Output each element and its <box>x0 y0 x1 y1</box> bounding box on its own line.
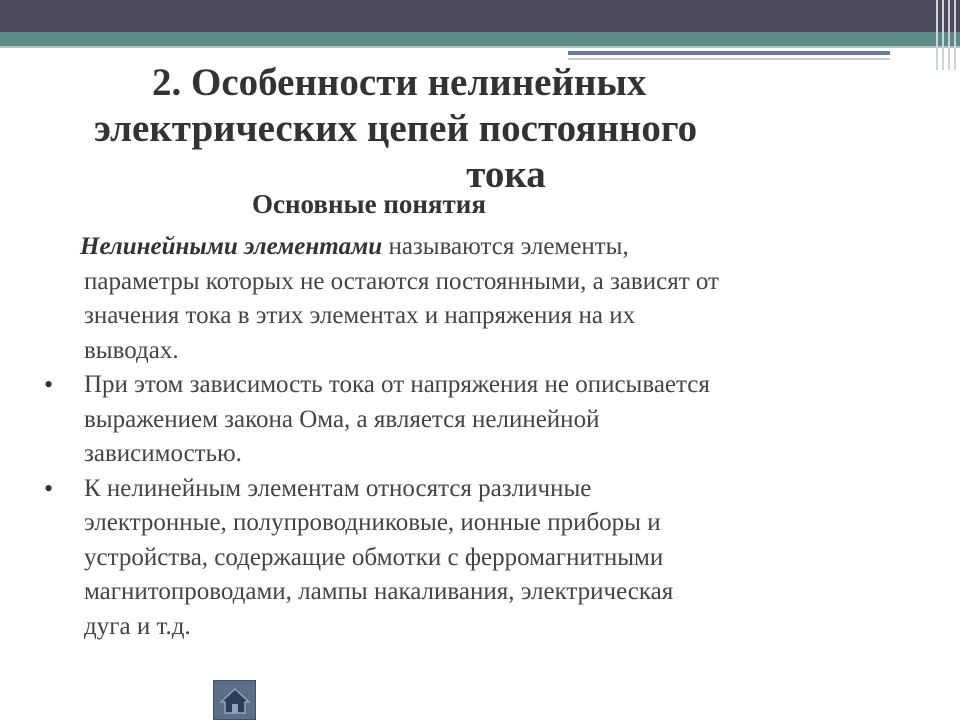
teal-thin-line <box>0 46 960 48</box>
home-icon <box>219 685 251 717</box>
teal-band <box>0 32 960 46</box>
bullet-icon: • <box>44 473 54 503</box>
bullet-item-2 <box>40 472 920 645</box>
title-line-1: 2. Особенности нелинейных <box>152 61 647 104</box>
home-button[interactable] <box>213 680 256 720</box>
slide-subtitle: Основные понятия <box>252 189 486 219</box>
slide-content <box>40 230 920 644</box>
intro-paragraph <box>40 230 920 368</box>
bullet-1-line-3: зависимостью. <box>84 440 242 467</box>
intro-line-3: значения тока в этих элементах и напряжения на их <box>84 302 636 329</box>
title-line-2: электрических цепей постоянного <box>94 107 698 150</box>
top-bar <box>0 0 960 32</box>
intro-line-1-rest: называются элементы, <box>382 233 629 260</box>
intro-lead-term: Нелинейными элементами <box>80 233 383 260</box>
bullet-1-line-2: выражением закона Ома, а является нелинейной <box>84 405 600 433</box>
bullet-icon: • <box>44 370 54 399</box>
bullet-1-line-1: При этом зависимость тока от напряжения не описывается <box>84 371 710 398</box>
bullet-2-line-2: электронные, полупроводниковые, ионные приборы и <box>84 509 661 536</box>
bullet-2-line-5: дуга и т.д. <box>84 612 191 640</box>
bullet-2-line-1: К нелинейным элементам относятся различные <box>84 474 592 502</box>
bullet-2-line-3: устройства, содержащие обмотки с ферромагнитными <box>84 543 664 571</box>
intro-line-4: выводах. <box>84 336 179 364</box>
bullet-item-1 <box>40 368 920 472</box>
accent-line <box>568 51 890 55</box>
intro-line-2: параметры которых не остаются постоянными, а зависят от <box>84 267 719 295</box>
slide-title <box>94 60 920 198</box>
title-line-3: тока <box>466 153 546 196</box>
corner-decoration <box>934 0 960 70</box>
intro-line-1 <box>80 233 629 260</box>
bullet-2-line-4: магнитопроводами, лампы накаливания, электрическая <box>84 578 674 605</box>
